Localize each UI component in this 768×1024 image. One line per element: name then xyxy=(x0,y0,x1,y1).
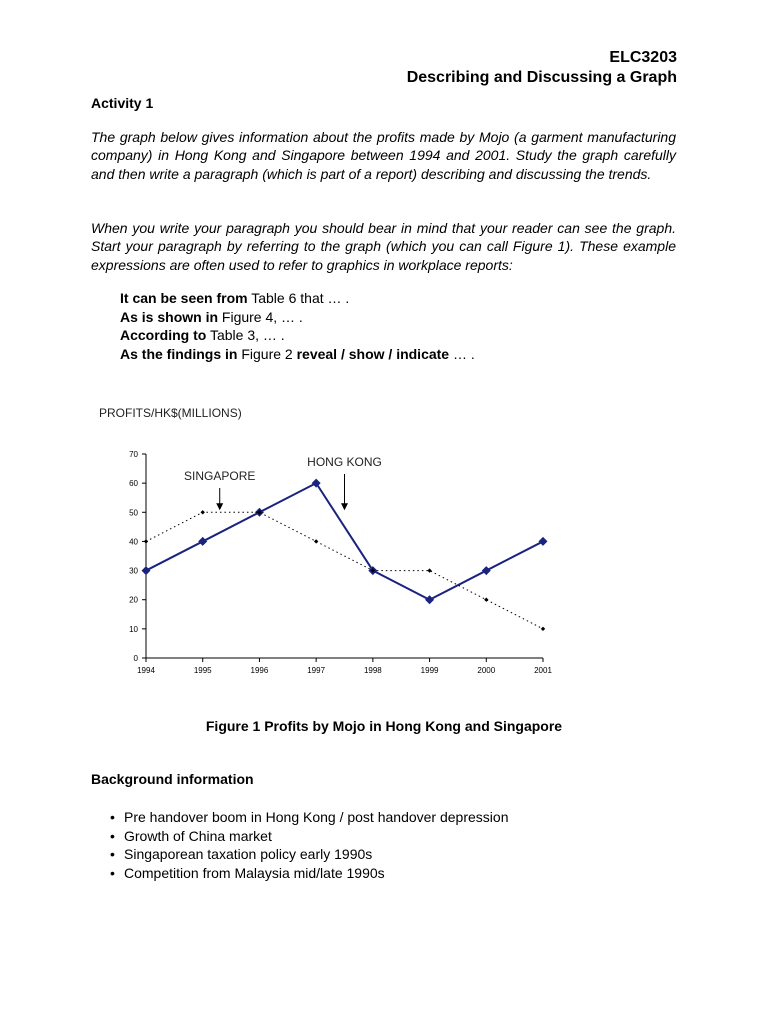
x-tick-label: 1995 xyxy=(193,666,212,675)
data-point-singapore xyxy=(314,539,318,543)
y-tick-label: 0 xyxy=(133,654,138,663)
x-tick-label: 2001 xyxy=(534,666,552,675)
bullet-icon: • xyxy=(110,865,115,882)
figure-caption: Figure 1 Profits by Mojo in Hong Kong and Singapore xyxy=(205,718,563,734)
x-tick-label: 1996 xyxy=(250,666,269,675)
data-point-hong-kong xyxy=(198,537,207,546)
activity-heading: Activity 1 xyxy=(91,95,154,111)
x-tick-label: 1994 xyxy=(137,666,155,675)
annotation-label-hong-kong: HONG KONG xyxy=(307,455,382,469)
background-heading: Background information xyxy=(91,771,254,787)
data-point-singapore xyxy=(427,568,431,572)
data-point-hong-kong xyxy=(482,566,491,575)
y-tick-label: 50 xyxy=(129,508,138,518)
expression-item: As is shown in Figure 4, … . xyxy=(120,308,303,325)
x-tick-label: 1998 xyxy=(363,666,382,675)
data-point-hong-kong xyxy=(425,595,434,604)
x-tick-label: 1999 xyxy=(420,666,439,675)
bullet-icon: • xyxy=(110,846,115,863)
annotation-arrowhead-singapore xyxy=(216,503,223,510)
example-expressions xyxy=(120,289,475,363)
x-tick-label: 2000 xyxy=(477,666,496,675)
line-chart xyxy=(90,400,570,690)
y-tick-label: 60 xyxy=(129,479,138,489)
y-axis-title: PROFITS/HK$(MILLIONS) xyxy=(99,406,242,420)
y-tick-label: 30 xyxy=(129,566,138,576)
y-tick-label: 20 xyxy=(129,595,138,605)
guidance-paragraph: When you write your paragraph you should bear in mind that your reader can see the graph. Start your paragraph by referring to the graph (which you can call Figure 1). These example expressions are often used to refer to graphics in workplace reports: xyxy=(91,220,676,273)
y-tick-label: 70 xyxy=(129,450,138,459)
data-point-singapore xyxy=(484,598,488,602)
expression-item: According to Table 3, … . xyxy=(120,327,285,343)
data-point-singapore xyxy=(144,539,148,543)
data-point-singapore xyxy=(541,627,545,631)
background-item: • Competition from Malaysia mid/late 1990s xyxy=(110,865,385,882)
data-point-singapore xyxy=(201,510,205,514)
data-point-hong-kong xyxy=(539,537,548,546)
data-point-hong-kong xyxy=(142,566,151,575)
x-tick-label: 1997 xyxy=(307,666,326,675)
y-tick-label: 10 xyxy=(129,624,138,634)
document-title: Describing and Discussing a Graph xyxy=(406,69,677,86)
instructions-paragraph: The graph below gives information about the profits made by Mojo (a garment manufacturing company) in Hong Kong and Singapore between 1994 and 2001. Study the graph carefully and then write a paragraph (which is part of a report) describing and discussing the trends. xyxy=(91,129,676,182)
profits-chart xyxy=(90,400,570,690)
bullet-icon: • xyxy=(110,809,115,825)
expression-item: It can be seen from Table 6 that … . xyxy=(120,290,350,306)
bullet-icon: • xyxy=(110,827,115,844)
background-item: • Singaporean taxation policy early 1990s xyxy=(110,846,373,863)
annotation-label-singapore: SINGAPORE xyxy=(184,469,256,483)
background-item: • Pre handover boom in Hong Kong / post handover depression xyxy=(110,809,509,825)
background-list xyxy=(110,808,508,883)
y-tick-label: 40 xyxy=(129,537,138,547)
expression-item: As the findings in Figure 2 reveal / show / indicate … . xyxy=(120,345,475,362)
annotation-arrowhead-hong-kong xyxy=(341,503,348,510)
course-code: ELC3203 xyxy=(609,49,677,66)
background-item: • Growth of China market xyxy=(110,827,272,844)
